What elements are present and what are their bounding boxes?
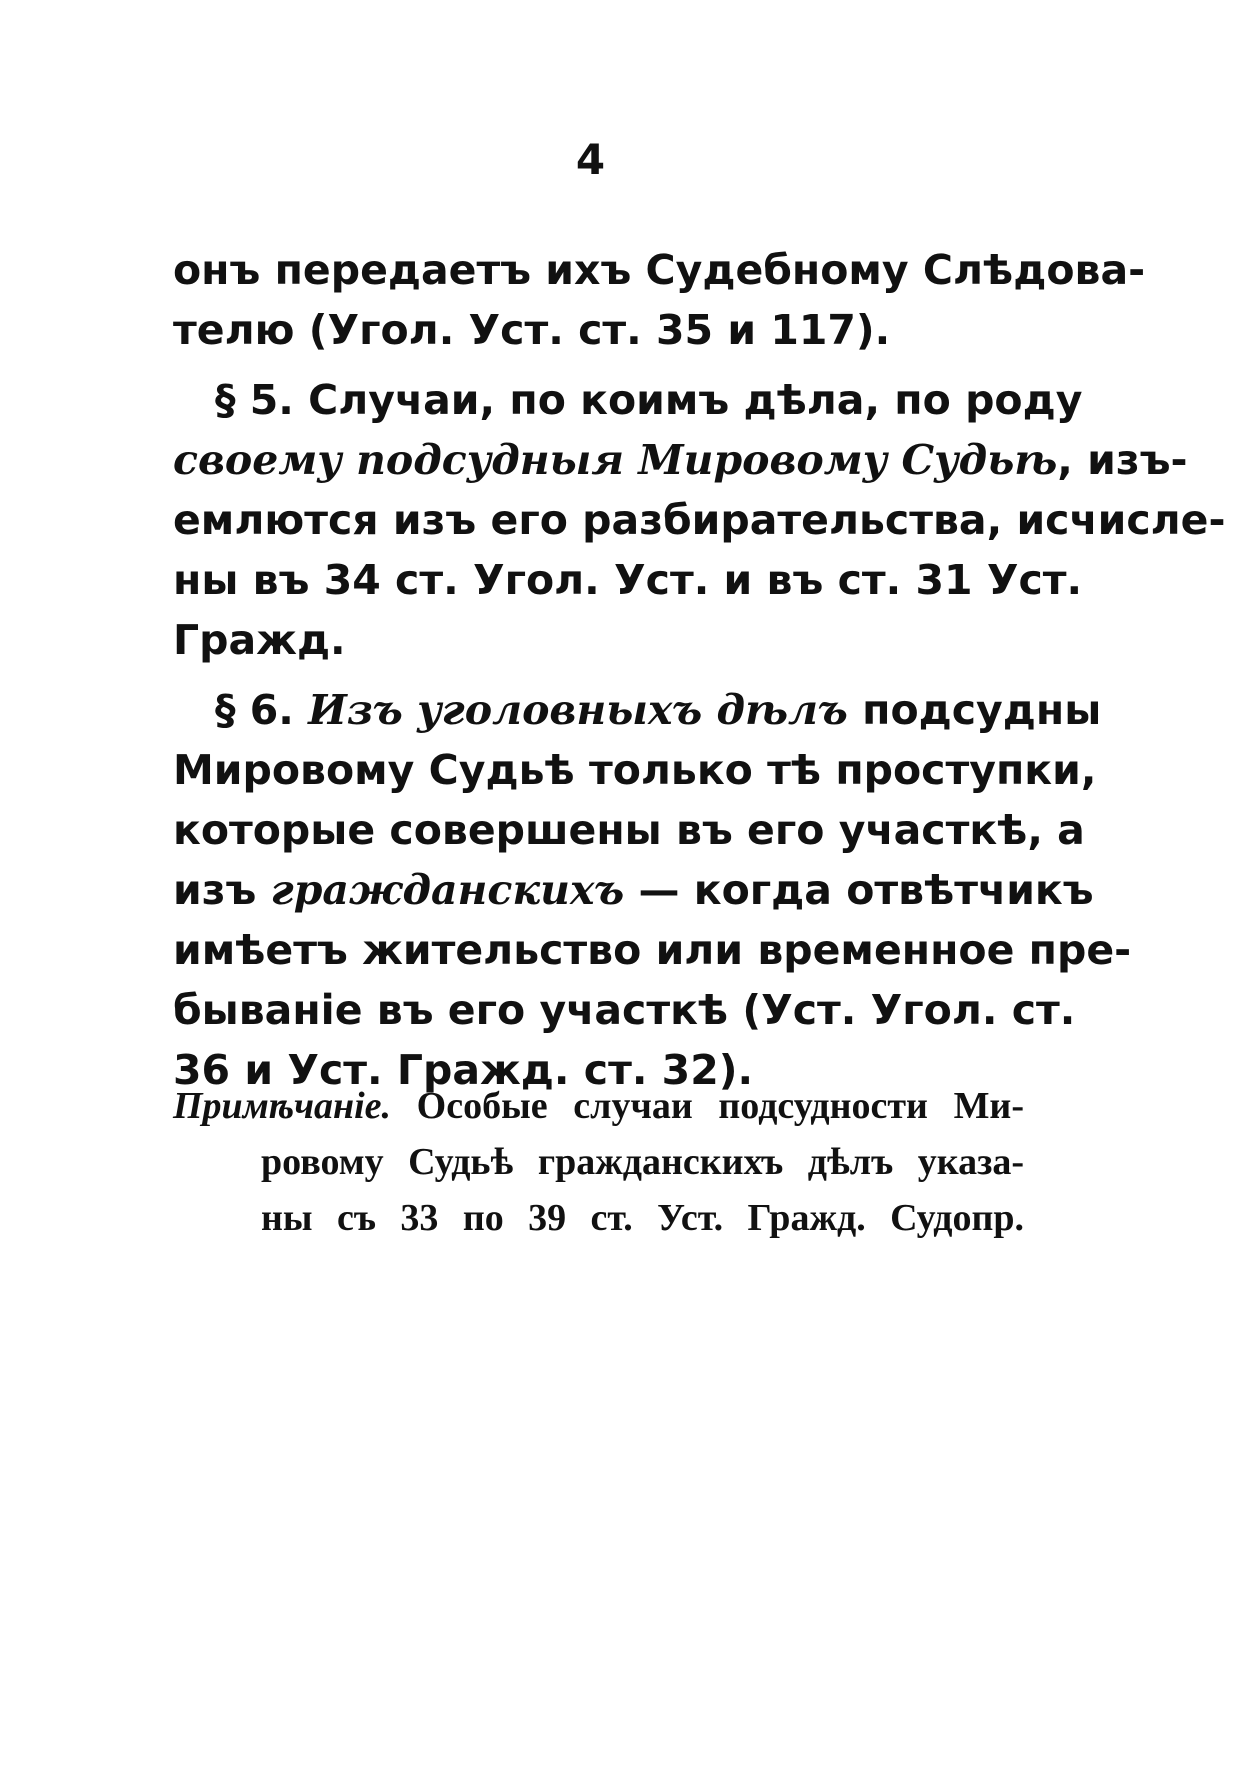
text-line: онъ передаетъ ихъ Судебному Слѣдова- bbox=[173, 246, 1146, 294]
text-fragment: изъ bbox=[173, 866, 271, 914]
section-5-line bbox=[173, 430, 1188, 490]
section-5-line: Гражд. bbox=[173, 616, 346, 664]
text-fragment: , изъ- bbox=[1057, 436, 1188, 484]
section-6-line: бываніе въ его участкѣ (Уст. Угол. ст. bbox=[173, 986, 1076, 1034]
section-6-line: Мировому Судьѣ только тѣ проступки, bbox=[173, 746, 1097, 794]
section-6-line bbox=[173, 680, 1102, 740]
section-6-line: которые совершены въ его участкѣ, а bbox=[173, 806, 1085, 854]
note-line: ровому Судьѣ гражданскихъ дѣлъ указа- bbox=[261, 1141, 1024, 1183]
section-6-line: имѣетъ жительство или временное пре- bbox=[173, 926, 1132, 974]
note-line bbox=[173, 1078, 1024, 1134]
note-line: ны съ 33 по 39 ст. Уст. Гражд. Судопр. bbox=[261, 1197, 1024, 1239]
text-fragment: § 6. bbox=[215, 686, 309, 734]
section-6-line bbox=[173, 860, 1094, 920]
section-5-line: § 5. Случаи, по коимъ дѣла, по роду bbox=[215, 376, 1083, 424]
italic-phrase: Изъ уголовныхъ дѣлъ bbox=[308, 686, 848, 734]
note-label: Примѣчаніе. bbox=[173, 1085, 392, 1127]
paragraph-gap bbox=[173, 670, 1024, 680]
page-number: 4 bbox=[575, 135, 605, 184]
section-6-line: 36 и Уст. Гражд. ст. 32). bbox=[173, 1046, 754, 1094]
text-fragment: Особые случаи подсудности Ми- bbox=[391, 1085, 1024, 1127]
paragraph-gap bbox=[173, 360, 1024, 370]
text-fragment: подсудны bbox=[847, 686, 1102, 734]
text-line: телю (Угол. Уст. ст. 35 и 117). bbox=[173, 306, 891, 354]
text-fragment: — когда отвѣтчикъ bbox=[624, 866, 1094, 914]
main-text bbox=[173, 240, 1226, 1100]
section-5-line: емлются изъ его разбирательства, исчисле- bbox=[173, 496, 1226, 544]
section-5-line: ны въ 34 ст. Угол. Уст. и въ ст. 31 Уст. bbox=[173, 556, 1083, 604]
italic-phrase: своему подсудныя Мировому Судьѣ bbox=[173, 436, 1058, 484]
italic-phrase: гражданскихъ bbox=[270, 866, 625, 914]
footnote bbox=[173, 1078, 1024, 1246]
